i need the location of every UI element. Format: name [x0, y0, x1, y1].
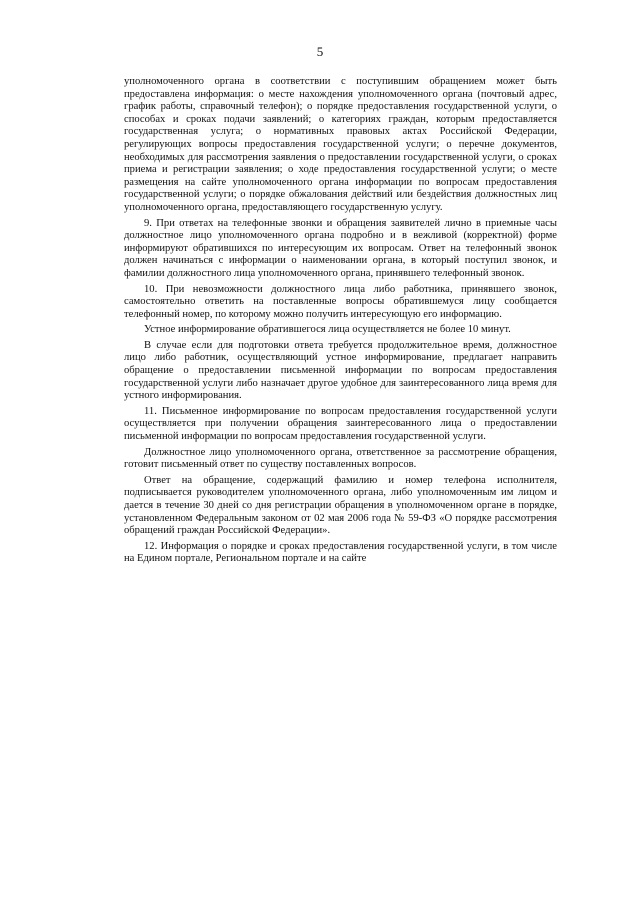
paragraph-9: 9. При ответах на телефонные звонки и обращения заявителей лично в приемные часы должностное лицо уполномоченного органа подробно и в вежливой (корректной) форме информируют обратившихся по интересующим их вопросам. Ответ на телефонный звонок должен начинаться с информации о наименовании органа, в который поступил звонок, и фамилии должностного лица уполномоченного органа, принявшего телефонный звонок.: [124, 217, 557, 279]
paragraph-12: 12. Информация о порядке и сроках предоставления государственной услуги, в том числе на Едином портале, Региональном портале и на сайте: [124, 540, 557, 565]
paragraph-10: 10. При невозможности должностного лица либо работника, принявшего звонок, самостоятельно ответить на поставленные вопросы обратившемуся лицу сообщается телефонный номер, по которому можно получить интересующую его информацию.: [124, 283, 557, 320]
document-body: [124, 76, 557, 569]
paragraph-response-signing: Ответ на обращение, содержащий фамилию и номер телефона исполнителя, подписывается руководителем уполномоченного органа, либо уполномоченным им лицом и дается в течение 30 дней со дня регистрации обращения в уполномоченном органе в порядке, установленном Федеральным законом от 02 мая 2006 года № 59-ФЗ «О порядке рассмотрения обращений граждан Российской Федерации».: [124, 474, 557, 537]
paragraph-oral-info-duration: Устное информирование обратившегося лица осуществляется не более 10 минут.: [144, 324, 511, 336]
paragraph-11: 11. Письменное информирование по вопросам предоставления государственной услуги осуществляется при получении обращения заинтересованного лица о предоставлении письменной информации по вопросам предоставления государственной услуги.: [124, 405, 557, 443]
paragraph-continuation: уполномоченного органа в соответствии с поступившим обращением может быть предоставлена информация: о месте нахождения уполномоченного органа (почтовый адрес, график работы, справочный телефон); о порядке предоставления государственной услуги, о способах и сроках подачи заявлений; о категориях граждан, которым предоставляется государственная услуга; о нормативных правовых актах Российской Федерации, регулирующих вопросы предоставления государственной услуги; о перечне документов, необходимых для рассмотрения заявления о предоставлении государственной услуги, о сроках приема и регистрации заявления; о ходе предоставления государственной услуги; о месте размещения на сайте уполномоченного органа информации по вопросам предоставления государственной услуги; о порядке обжалования действий или бездействия должностных лиц уполномоченного органа, предоставляющего государственную услугу.: [124, 76, 557, 213]
page-number: 5: [316, 44, 324, 59]
paragraph-extended-time: В случае если для подготовки ответа требуется продолжительное время, должностное лицо либо работник, осуществляющий устное информирование, предлагает направить обращение о предоставлении письменной информации по вопросам предоставления государственной услуги либо назначает другое удобное для заинтересованного лица время для устного информирования.: [124, 339, 557, 402]
paragraph-official-response: Должностное лицо уполномоченного органа, ответственное за рассмотрение обращения, готовит письменный ответ по существу поставленных вопросов.: [124, 446, 557, 471]
